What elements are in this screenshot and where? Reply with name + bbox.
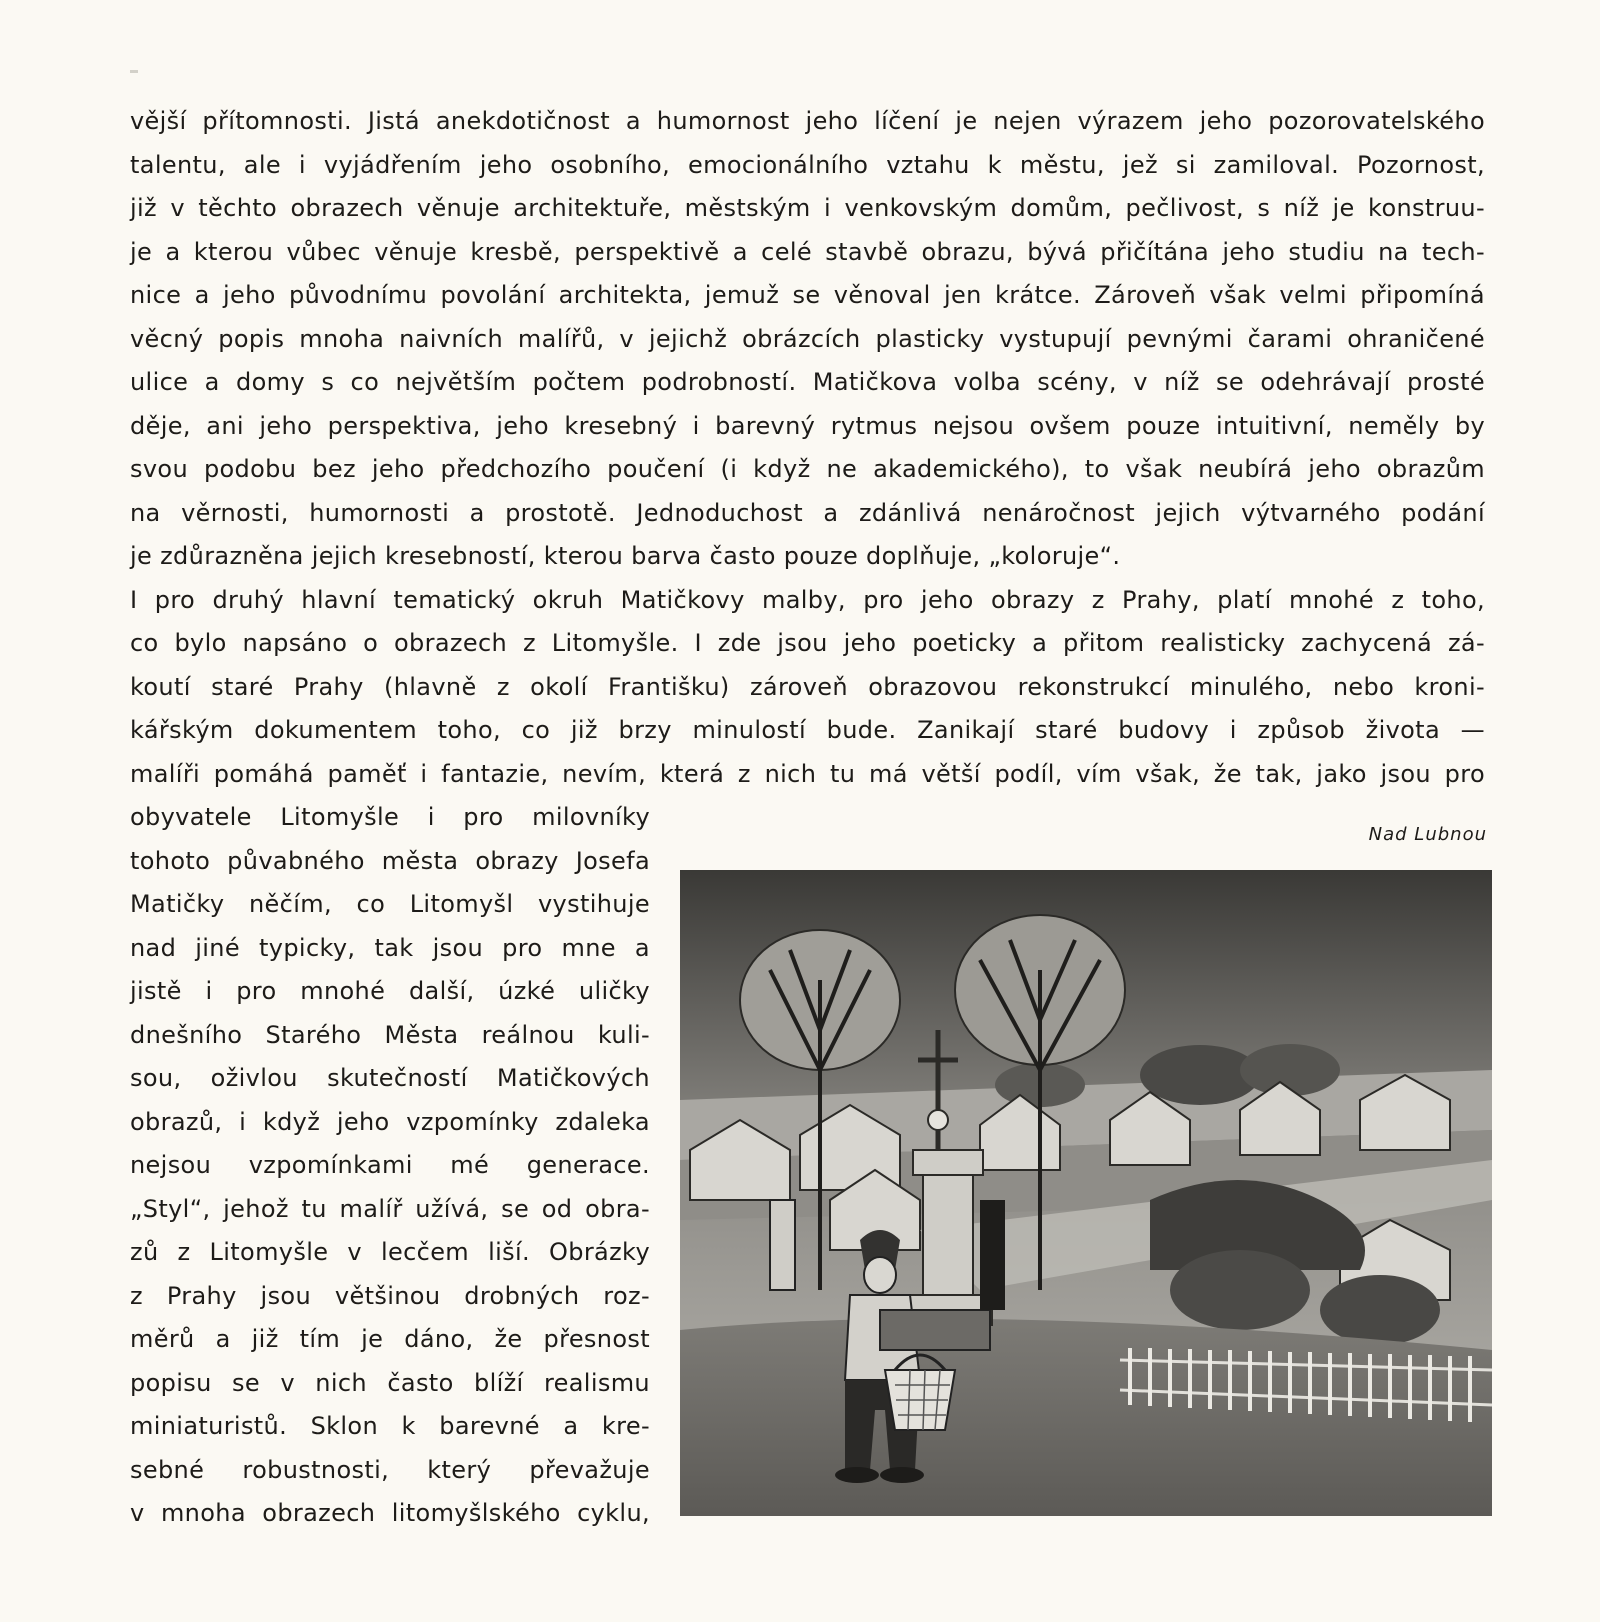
text-line: již v těchto obrazech věnuje architektuře, městským i venkovským domům, pečlivost, s níž je konstruu- [130, 194, 1485, 222]
body-text-full-width [130, 100, 1485, 796]
text-line: Matičky něčím, co Litomyšl vystihuje [130, 890, 650, 918]
text-line: je a kterou vůbec věnuje kresbě, perspektivě a celé stavbě obrazu, bývá přičítána jeho studiu na tech- [130, 237, 1485, 266]
text-line: co bylo napsáno o obrazech z Litomyšle. I zde jsou jeho poeticky a přitom realisticky zachycená zá- [130, 629, 1485, 657]
text-line: děje, ani jeho perspektiva, jeho kresebný i barevný rytmus nejsou ovšem pouze intuitivní, neměly by [130, 411, 1485, 440]
text-line: je zdůrazněna jejich kresebností, kterou barva často pouze doplňuje, „koloruje“. [130, 542, 1121, 570]
text-line: na věrnosti, humornosti a prostotě. Jednoduchost a zdánlivá nenáročnost jejich výtvarného podání [130, 498, 1485, 527]
text-line: nice a jeho původnímu povolání architekta, jemuž se věnoval jen krátce. Zároveň však velmi připomíná [130, 281, 1485, 309]
text-line: I pro druhý hlavní tematický okruh Matičkovy malby, pro jeho obrazy z Prahy, platí mnohé z toho, [130, 585, 1485, 614]
body-text-column [130, 796, 650, 1536]
text-line: měrů a již tím je dáno, že přesnost [130, 1325, 650, 1353]
text-line: obyvatele Litomyšle i pro milovníky [130, 803, 650, 831]
text-line: vější přítomnosti. Jistá anekdotičnost a humornost jeho líčení je nejen výrazem jeho pozorovatelského [130, 107, 1485, 135]
text-line: dnešního Starého Města reálnou kuli- [130, 1020, 650, 1049]
text-line: koutí staré Prahy (hlavně z okolí Františku) zároveň obrazovou rekonstrukcí minulého, nebo kroni- [130, 672, 1485, 701]
text-line: talentu, ale i vyjádřením jeho osobního, emocionálního vztahu k městu, jež si zamiloval. Pozornost, [130, 150, 1485, 179]
paper-speck [130, 70, 138, 73]
painting-village-scene [680, 870, 1492, 1516]
text-line: kářským dokumentem toho, co již brzy minulostí bude. Zanikají staré budovy i způsob života — [130, 716, 1485, 744]
text-line: ulice a domy s co největším počtem podrobností. Matičkova volba scény, v níž se odehrávají prosté [130, 368, 1485, 396]
text-line: malíři pomáhá paměť i fantazie, nevím, která z nich tu má větší podíl, vím však, že tak, jako jsou pro [130, 759, 1485, 788]
text-line: sou, oživlou skutečností Matičkových [130, 1064, 650, 1092]
painting-reproduction [680, 870, 1492, 1516]
text-line: sebné robustnosti, který převažuje [130, 1455, 650, 1484]
text-line: obrazů, i když jeho vzpomínky zdaleka [130, 1107, 650, 1136]
text-line: svou podobu bez jeho předchozího poučení (i když ne akademického), to však neubírá jeho obrazům [130, 455, 1485, 483]
text-line: věcný popis mnoha naivních malířů, v jejichž obrázcích plasticky vystupují pevnými čarami ohraničené [130, 324, 1485, 353]
text-line: v mnoha obrazech litomyšlského cyklu, [130, 1499, 650, 1527]
text-line: zů z Litomyšle v lecčem liší. Obrázky [130, 1238, 650, 1266]
text-line: popisu se v nich často blíží realismu [130, 1368, 650, 1397]
text-line: z Prahy jsou většinou drobných roz- [130, 1281, 650, 1310]
text-line: nad jiné typicky, tak jsou pro mne a [130, 933, 650, 962]
text-line: nejsou vzpomínkami mé generace. [130, 1151, 650, 1179]
text-line: tohoto půvabného města obrazy Josefa [130, 846, 650, 875]
text-line: miniaturistů. Sklon k barevné a kre- [130, 1412, 650, 1440]
figure-caption: Nad Lubnou [1368, 824, 1487, 845]
text-line: „Styl“, jehož tu malíř užívá, se od obra- [130, 1194, 650, 1223]
text-line: jistě i pro mnohé další, úzké uličky [130, 977, 650, 1005]
